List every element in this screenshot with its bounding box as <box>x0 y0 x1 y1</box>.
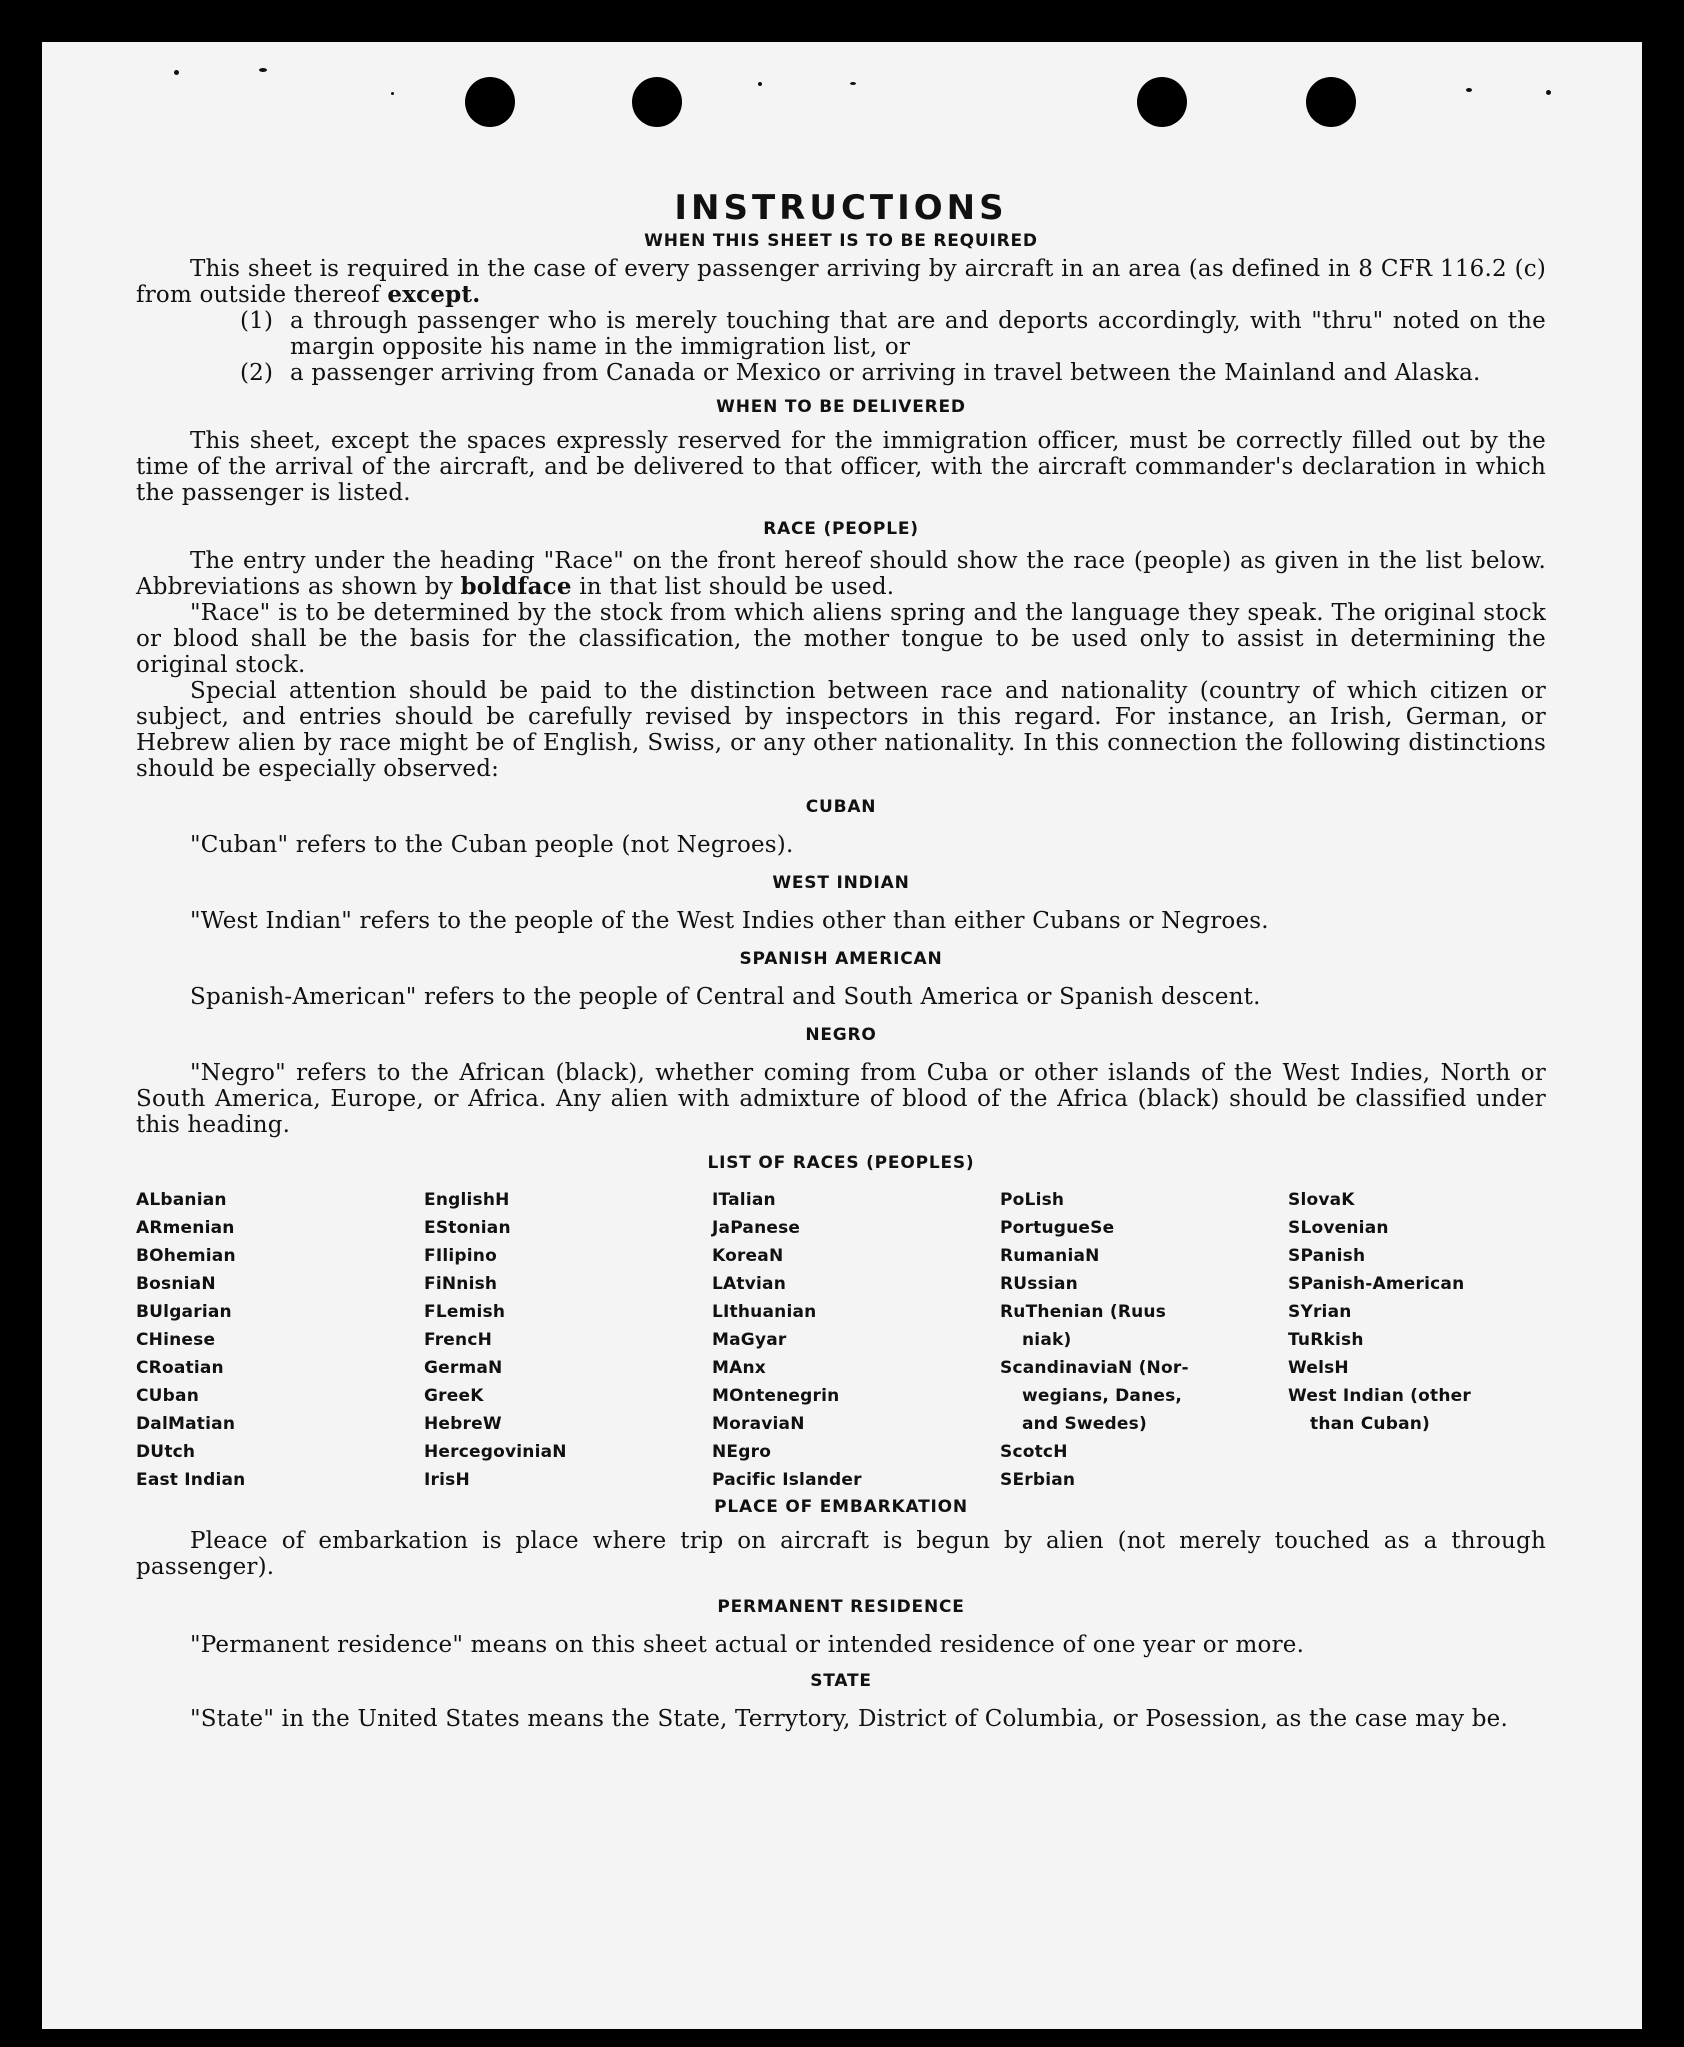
list-item: (1) a through passenger who is merely touching that are and deports accordingly, with "thru" noted on the margin opposite his name in the immigration list, or <box>240 308 1546 360</box>
race-list <box>136 1186 1546 1494</box>
race-column <box>136 1186 424 1494</box>
race-item: ALbanian <box>136 1190 227 1210</box>
race-item: SLovenian <box>1288 1218 1389 1238</box>
section-heading: RACE (PEOPLE) <box>763 519 919 539</box>
race-item: niak) <box>1022 1330 1072 1350</box>
race-item: EStonian <box>424 1218 511 1238</box>
race-column <box>1000 1186 1288 1494</box>
race-item: Pacific Islander <box>712 1470 862 1490</box>
race-item: ARmenian <box>136 1218 235 1238</box>
page-title: INSTRUCTIONS <box>674 188 1008 228</box>
section-heading: WHEN THIS SHEET IS TO BE REQUIRED <box>644 231 1038 251</box>
race-item: than Cuban) <box>1310 1414 1431 1434</box>
speck <box>1546 90 1551 95</box>
race-item: ScandinaviaN (Nor- <box>1000 1358 1189 1378</box>
speck <box>174 70 179 75</box>
section-heading: STATE <box>810 1671 872 1691</box>
race-item: TuRkish <box>1288 1330 1364 1350</box>
race-item: CRoatian <box>136 1358 224 1378</box>
race-item: FrencH <box>424 1330 493 1350</box>
race-item: ScotcH <box>1000 1442 1068 1462</box>
race-paragraph: "Race" is to be determined by the stock from which aliens spring and the language they speak. The original stock or blood shall be the basis for the classification, the mother tongue to be used only to assist in determining the original stock. <box>136 600 1546 678</box>
race-item: RUssian <box>1000 1274 1078 1294</box>
race-column <box>424 1186 712 1494</box>
boldface-word: boldface <box>460 573 572 600</box>
except-bold: except. <box>387 281 481 308</box>
section-heading: PLACE OF EMBARKATION <box>714 1497 968 1517</box>
race-item: SPanish-American <box>1288 1274 1465 1294</box>
race-item: CUban <box>136 1386 200 1406</box>
race-item: BosniaN <box>136 1274 216 1294</box>
required-intro: This sheet is required in the case of every passenger arriving by aircraft in an area (as defined in 8 CFR 116.2 (c) from outside thereof except. <box>136 256 1546 308</box>
race-item: RuThenian (Ruus <box>1000 1302 1167 1322</box>
race-item: ITalian <box>712 1190 776 1210</box>
section-heading: LIST OF RACES (PEOPLES) <box>707 1153 975 1173</box>
race-item: MaGyar <box>712 1330 787 1350</box>
list-item: (2) a passenger arriving from Canada or Mexico or arriving in travel between the Mainland and Alaska. <box>240 360 1481 386</box>
race-item: and Swedes) <box>1022 1414 1147 1434</box>
section-heading: PERMANENT RESIDENCE <box>717 1597 965 1617</box>
race-item: SlovaK <box>1288 1190 1355 1210</box>
west-indian-text: "West Indian" refers to the people of the West Indies other than either Cubans or Negroes. <box>190 908 1269 934</box>
race-item: IrisH <box>424 1470 470 1490</box>
delivered-text: This sheet, except the spaces expressly reserved for the immigration officer, must be correctly filled out by the time of the arrival of the aircraft, and be delivered to that officer, with the aircraft commander's declaration in which the passenger is listed. <box>136 428 1546 506</box>
race-item: MAnx <box>712 1358 766 1378</box>
race-item: WelsH <box>1288 1358 1349 1378</box>
residence-text: "Permanent residence" means on this sheet actual or intended residence of one year or more. <box>190 1632 1305 1658</box>
race-item: NEgro <box>712 1442 772 1462</box>
race-column <box>1288 1186 1576 1494</box>
punch-hole <box>1306 77 1356 127</box>
race-item: CHinese <box>136 1330 216 1350</box>
state-text: "State" in the United States means the State, Terrytory, District of Columbia, or Posession, as the case may be. <box>190 1706 1508 1732</box>
race-item: GreeK <box>424 1386 484 1406</box>
section-heading: CUBAN <box>805 797 877 817</box>
race-item: EnglishH <box>424 1190 510 1210</box>
speck <box>391 92 394 95</box>
race-item: East Indian <box>136 1470 246 1490</box>
embarkation-text: Pleace of embarkation is place where trip on aircraft is begun by alien (not merely touched as a through passenger). <box>136 1528 1546 1580</box>
race-item: PortugueSe <box>1000 1218 1115 1238</box>
race-item: West Indian (other <box>1288 1386 1471 1406</box>
race-item: DalMatian <box>136 1414 236 1434</box>
section-heading: WHEN TO BE DELIVERED <box>716 397 966 417</box>
race-item: SPanish <box>1288 1246 1366 1266</box>
punch-hole <box>632 77 682 127</box>
race-item: SErbian <box>1000 1470 1076 1490</box>
race-item: DUtch <box>136 1442 196 1462</box>
document-page <box>42 42 1642 2029</box>
race-paragraph: The entry under the heading "Race" on the front hereof should show the race (people) as given in the list below. Abbreviations as shown by boldface in that list should be used. <box>136 548 1546 600</box>
race-item: HebreW <box>424 1414 502 1434</box>
section-heading: SPANISH AMERICAN <box>739 949 943 969</box>
race-item: GermaN <box>424 1358 503 1378</box>
cuban-text: "Cuban" refers to the Cuban people (not Negroes). <box>190 832 794 858</box>
section-heading: NEGRO <box>805 1025 877 1045</box>
race-column <box>712 1186 1000 1494</box>
race-item: FIlipino <box>424 1246 497 1266</box>
speck <box>259 68 267 72</box>
speck <box>1466 88 1472 92</box>
race-item: MOntenegrin <box>712 1386 840 1406</box>
punch-hole <box>465 77 515 127</box>
speck <box>758 82 762 86</box>
race-item: HercegoviniaN <box>424 1442 567 1462</box>
race-item: LIthuanian <box>712 1302 817 1322</box>
race-item: RumaniaN <box>1000 1246 1100 1266</box>
speck <box>850 82 856 85</box>
section-heading: WEST INDIAN <box>772 873 910 893</box>
race-item: wegians, Danes, <box>1022 1386 1183 1406</box>
race-item: KoreaN <box>712 1246 784 1266</box>
race-item: JaPanese <box>712 1218 801 1238</box>
race-item: BOhemian <box>136 1246 236 1266</box>
race-item: BUlgarian <box>136 1302 232 1322</box>
instructions-content <box>136 188 1546 1732</box>
negro-text: "Negro" refers to the African (black), whether coming from Cuba or other islands of the West Indies, North or South America, Europe, or Africa. Any alien with admixture of blood of the Africa (black) should be classified under this heading. <box>136 1060 1546 1138</box>
spanish-american-text: Spanish-American" refers to the people of Central and South America or Spanish descent. <box>190 984 1261 1010</box>
race-item: MoraviaN <box>712 1414 805 1434</box>
race-item: PoLish <box>1000 1190 1065 1210</box>
race-item: FLemish <box>424 1302 506 1322</box>
race-paragraph: Special attention should be paid to the distinction between race and nationality (country of which citizen or subject, and entries should be carefully revised by inspectors in this regard. For instance, an Irish, German, or Hebrew alien by race might be of English, Swiss, or any other nationality. In this connection the following distinctions should be especially observed: <box>136 678 1546 782</box>
race-item: SYrian <box>1288 1302 1352 1322</box>
punch-hole <box>1137 77 1187 127</box>
race-item: FiNnish <box>424 1274 498 1294</box>
race-item: LAtvian <box>712 1274 786 1294</box>
